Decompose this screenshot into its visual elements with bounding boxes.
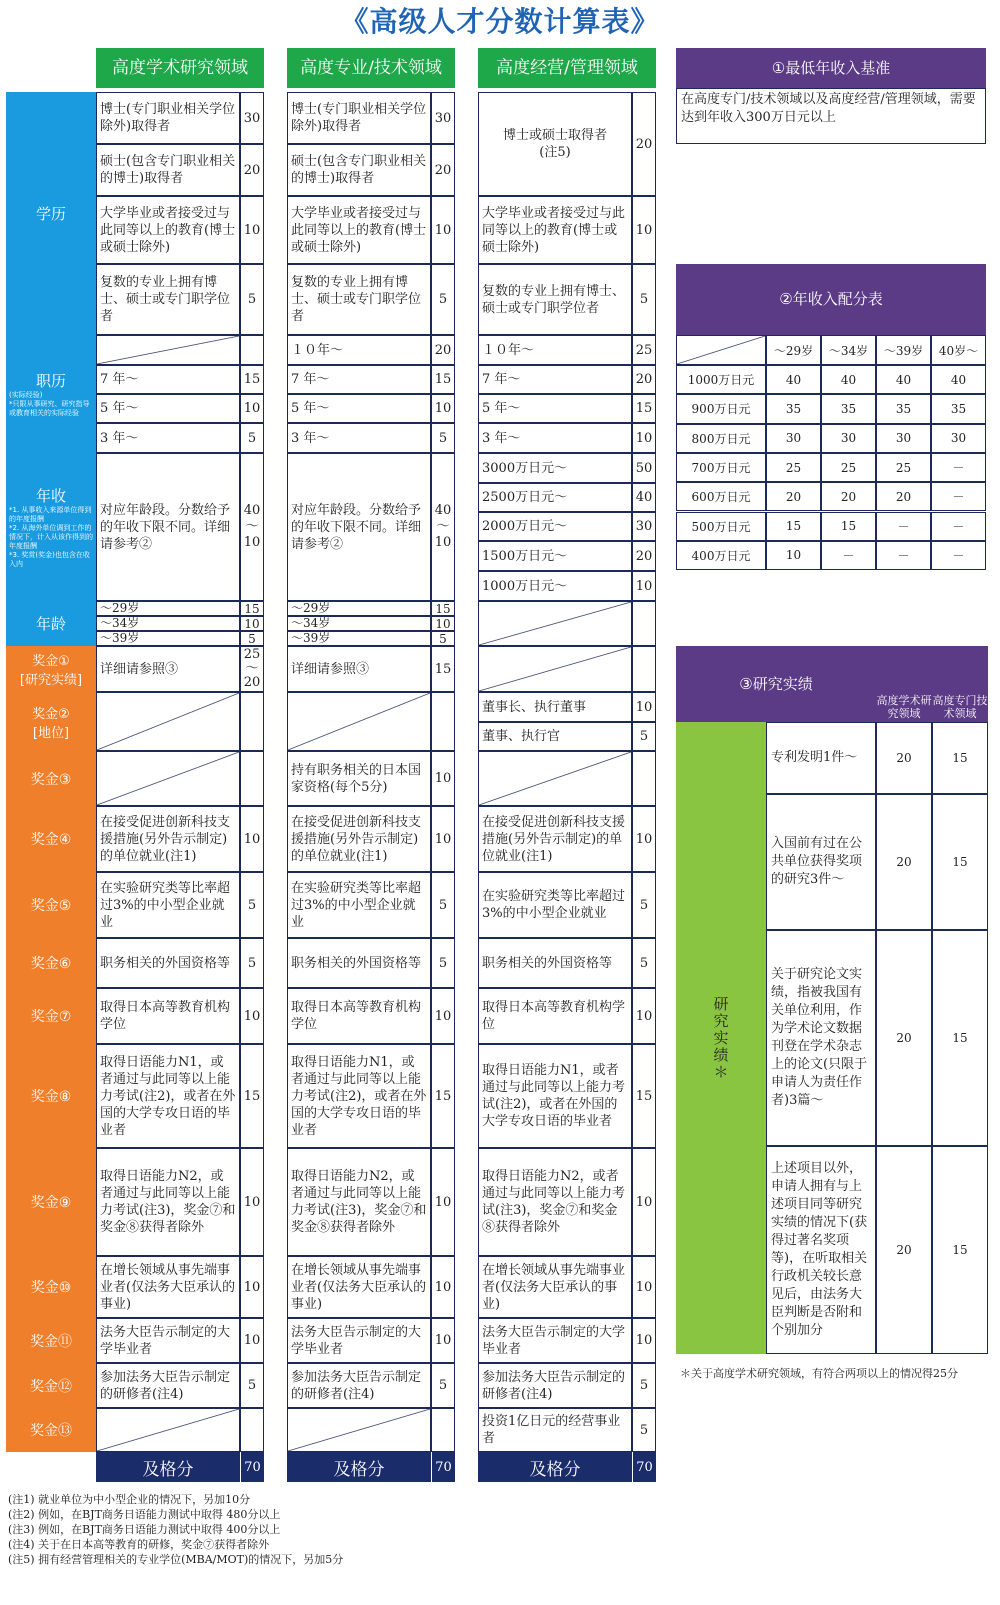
management-career-7-points: 20 <box>632 365 656 394</box>
note-4: (注4) 关于在日本高等教育的研修，奖金⑦获得者除外 <box>8 1538 270 1551</box>
professional-edu-2: 硕士(包含专门职业相关的博士)取得者 <box>287 144 431 196</box>
panel2-cell: 25 <box>876 453 931 482</box>
panel3-row-academic-points: 20 <box>876 930 932 1146</box>
academic-career-blank <box>96 335 240 365</box>
panel2-cell: － <box>931 512 986 541</box>
management-bonus-12-points: 5 <box>632 1363 656 1408</box>
professional-edu-3: 大学毕业或者接受过与此同等以上的教育(博士或硕士除外) <box>287 196 431 264</box>
management-bonus-8: 取得日语能力N1，或者通过与此同等以上能力考试(注2)，或者在外国的大学专攻日语的毕业者 <box>478 1044 632 1148</box>
panel2-row-label: 800万日元 <box>676 424 766 453</box>
professional-bonus-5-points: 5 <box>431 872 455 938</box>
professional-career-10: １０年～ <box>287 335 431 365</box>
panel3-header-professional: 高度专门技术领域 <box>932 694 988 720</box>
note-1: (注1) 就业单位为中小型企业的情况下，另加10分 <box>8 1493 251 1506</box>
professional-income: 对应年龄段。分数给予的年收下限不同。详细请参考② <box>287 453 431 601</box>
professional-edu-1: 博士(专门职业相关学位除外)取得者 <box>287 92 431 144</box>
panel2-row-label: 900万日元 <box>676 394 766 423</box>
academic-career-7: 7 年～ <box>96 365 240 394</box>
academic-career-7-points: 15 <box>240 365 264 394</box>
header-academic: 高度学术研究领域 <box>96 48 264 88</box>
academic-edu-1-points: 30 <box>240 92 264 144</box>
academic-bonus-7: 取得日本高等教育机构学位 <box>96 988 240 1044</box>
professional-bonus-13-blank-points <box>431 1408 455 1452</box>
academic-edu-3-points: 10 <box>240 196 264 264</box>
management-bonus-5-points: 5 <box>632 872 656 938</box>
panel2-cell: 40 <box>876 365 931 394</box>
panel2-cell: － <box>821 541 876 570</box>
professional-total: 及格分 <box>287 1452 431 1482</box>
professional-career-3: 3 年～ <box>287 423 431 453</box>
management-bonus-1-blank <box>478 646 632 692</box>
category-age: 年龄 <box>6 601 96 646</box>
category-education-label: 学历 <box>35 205 66 223</box>
academic-bonus-10-points: 10 <box>240 1256 264 1318</box>
management-career-7: 7 年～ <box>478 365 632 394</box>
academic-age-1: ～29岁 <box>96 601 240 616</box>
professional-age-1: ～29岁 <box>287 601 431 616</box>
professional-bonus-1: 详细请参照③ <box>287 646 431 692</box>
panel3-row-professional-points: 15 <box>932 1146 988 1354</box>
academic-career-5-points: 10 <box>240 394 264 423</box>
academic-bonus-1-points: 25 ～ 20 <box>240 646 264 692</box>
management-bonus-11-points: 10 <box>632 1318 656 1363</box>
category-bonus-2: 奖金② [地位] <box>6 692 96 751</box>
management-income-4: 1500万日元～ <box>478 541 632 571</box>
category-education <box>6 92 96 335</box>
academic-edu-2: 硕士(包含专门职业相关的博士)取得者 <box>96 144 240 196</box>
category-income <box>6 453 96 601</box>
professional-age-2-points: 10 <box>431 616 455 631</box>
category-bonus-10: 奖金⑩ <box>6 1256 96 1318</box>
academic-income: 对应年龄段。分数给予的年收下限不同。详细请参考② <box>96 453 240 601</box>
management-income-2-points: 40 <box>632 483 656 512</box>
professional-age-1-points: 15 <box>431 601 455 616</box>
academic-bonus-1: 详细请参照③ <box>96 646 240 692</box>
academic-bonus-13-blank-points <box>240 1408 264 1452</box>
management-age-blank <box>478 601 632 646</box>
professional-bonus-12: 参加法务大臣告示制定的研修者(注4) <box>287 1363 431 1408</box>
academic-bonus-5: 在实验研究类等比率超过3%的中小型企业就业 <box>96 872 240 938</box>
management-income-5: 1000万日元～ <box>478 571 632 601</box>
academic-edu-3: 大学毕业或者接受过与此同等以上的教育(博士或硕士除外) <box>96 196 240 264</box>
panel2-cell: 15 <box>821 512 876 541</box>
professional-bonus-13-blank <box>287 1408 431 1452</box>
management-bonus-4-points: 10 <box>632 806 656 872</box>
academic-age-2-points: 10 <box>240 616 264 631</box>
panel2-col-header: ～29岁 <box>766 335 821 365</box>
management-bonus-9-points: 10 <box>632 1148 656 1256</box>
academic-bonus-8-points: 15 <box>240 1044 264 1148</box>
management-career-10: １０年～ <box>478 335 632 365</box>
professional-bonus-6-points: 5 <box>431 938 455 988</box>
category-bonus-3: 奖金③ <box>6 751 96 806</box>
professional-bonus-4-points: 10 <box>431 806 455 872</box>
panel3-row-professional-points: 15 <box>932 794 988 930</box>
category-income-label: 年收 <box>35 487 66 505</box>
professional-bonus-5: 在实验研究类等比率超过3%的中小型企业就业 <box>287 872 431 938</box>
professional-bonus-7-points: 10 <box>431 988 455 1044</box>
management-income-3-points: 30 <box>632 512 656 541</box>
panel3-row-text: 入国前有过在公共单位获得奖项的研究3件～ <box>766 794 876 930</box>
professional-bonus-10-points: 10 <box>431 1256 455 1318</box>
academic-bonus-11: 法务大臣告示制定的大学毕业者 <box>96 1318 240 1363</box>
academic-bonus-3-blank <box>96 751 240 806</box>
professional-age-3: ～39岁 <box>287 631 431 646</box>
panel2-cell: 10 <box>766 541 821 570</box>
professional-bonus-2-blank <box>287 692 431 751</box>
management-edu-3: 大学毕业或者接受过与此同等以上的教育(博士或硕士除外) <box>478 196 632 264</box>
panel2-cell: － <box>931 541 986 570</box>
management-bonus-6: 职务相关的外国资格等 <box>478 938 632 988</box>
academic-edu-1: 博士(专门职业相关学位除外)取得者 <box>96 92 240 144</box>
management-total: 及格分 <box>478 1452 632 1482</box>
management-career-3: 3 年～ <box>478 423 632 453</box>
panel2-cell: 25 <box>766 453 821 482</box>
panel3-row-academic-points: 20 <box>876 1146 932 1354</box>
academic-income-points: 40 ～ 10 <box>240 453 264 601</box>
professional-edu-1-points: 30 <box>431 92 455 144</box>
management-bonus-1-blank-points <box>632 646 656 692</box>
academic-bonus-10: 在增长领域从事先端事业者(仅法务大臣承认的事业) <box>96 1256 240 1318</box>
category-bonus-9: 奖金⑨ <box>6 1148 96 1256</box>
management-income-5-points: 10 <box>632 571 656 601</box>
panel2-row-label: 600万日元 <box>676 482 766 511</box>
note-3: (注3) 例如，在BJT商务日语能力测试中取得 400分以上 <box>8 1523 281 1536</box>
professional-bonus-2-blank-points <box>431 692 455 751</box>
panel3-side-band <box>676 722 766 1354</box>
academic-bonus-6-points: 5 <box>240 938 264 988</box>
panel2-cell: － <box>876 541 931 570</box>
management-career-5-points: 15 <box>632 394 656 423</box>
header-management: 高度经营/管理领域 <box>478 48 656 88</box>
management-bonus-10: 在增长领域从事先端事业者(仅法务大臣承认的事业) <box>478 1256 632 1318</box>
academic-edu-2-points: 20 <box>240 144 264 196</box>
panel2-row-label: 500万日元 <box>676 512 766 541</box>
panel2-cell: 30 <box>876 424 931 453</box>
panel3-row-academic-points: 20 <box>876 722 932 794</box>
professional-edu-3-points: 10 <box>431 196 455 264</box>
management-bonus-7-points: 10 <box>632 988 656 1044</box>
panel2-cell: － <box>931 482 986 511</box>
panel2-row-label: 400万日元 <box>676 541 766 570</box>
panel2-cell: 30 <box>766 424 821 453</box>
professional-career-5: 5 年～ <box>287 394 431 423</box>
management-bonus-5: 在实验研究类等比率超过3%的中小型企业就业 <box>478 872 632 938</box>
note-2: (注2) 例如，在BJT商务日语能力测试中取得 480分以上 <box>8 1508 281 1521</box>
panel2-corner <box>676 335 766 365</box>
professional-career-3-points: 5 <box>431 423 455 453</box>
academic-bonus-2-blank <box>96 692 240 751</box>
management-career-5: 5 年～ <box>478 394 632 423</box>
panel2-row-label: 1000万日元 <box>676 365 766 394</box>
professional-bonus-3: 持有职务相关的日本国家资格(每个5分) <box>287 751 431 806</box>
category-bonus-13: 奖金⑬ <box>6 1408 96 1452</box>
professional-age-3-points: 5 <box>431 631 455 646</box>
academic-bonus-11-points: 10 <box>240 1318 264 1363</box>
page-title: 《高级人才分数计算表》 <box>340 5 660 38</box>
panel3-header-professional-cell <box>932 646 988 722</box>
management-bonus-9: 取得日语能力N2，或者通过与此同等以上能力考试(注3)，奖金⑦和奖金⑧获得者除外 <box>478 1148 632 1256</box>
management-career-3-points: 10 <box>632 423 656 453</box>
academic-age-2: ～34岁 <box>96 616 240 631</box>
panel3-row-academic-points: 20 <box>876 794 932 930</box>
management-career-10-points: 25 <box>632 335 656 365</box>
professional-career-7: 7 年～ <box>287 365 431 394</box>
panel3-row-text: 关于研究论文实绩，指被我国有关单位利用，作为学术论文数据刊登在学术杂志上的论文(只限于申请人为责任作者)3篇～ <box>766 930 876 1146</box>
management-age-blank-points <box>632 601 656 646</box>
panel1-text: 在高度专门/技术领域以及高度经营/管理领域，需要达到年收入300万日元以上 <box>676 88 986 144</box>
academic-career-3: 3 年～ <box>96 423 240 453</box>
management-bonus-3-blank-points <box>632 751 656 806</box>
academic-bonus-8: 取得日语能力N1，或者通过与此同等以上能力考试(注2)，或者在外国的大学专攻日语的毕业者 <box>96 1044 240 1148</box>
professional-bonus-7: 取得日本高等教育机构学位 <box>287 988 431 1044</box>
professional-income-points: 40 ～ 10 <box>431 453 455 601</box>
management-bonus-3-blank <box>478 751 632 806</box>
academic-age-1-points: 15 <box>240 601 264 616</box>
panel2-cell: 40 <box>821 365 876 394</box>
panel3-row-text: 专利发明1件～ <box>766 722 876 794</box>
management-edu-3-points: 10 <box>632 196 656 264</box>
academic-bonus-2-blank-points <box>240 692 264 751</box>
panel3-title: ③研究实绩 <box>676 646 876 722</box>
academic-bonus-12: 参加法务大臣告示制定的研修者(注4) <box>96 1363 240 1408</box>
management-edu-4-points: 5 <box>632 264 656 335</box>
professional-bonus-9: 取得日语能力N2，或者通过与此同等以上能力考试(注3)，奖金⑦和奖金⑧获得者除外 <box>287 1148 431 1256</box>
category-bonus-1: 奖金① [研究实绩] <box>6 646 96 692</box>
professional-total-points: 70 <box>431 1452 455 1482</box>
academic-edu-4-points: 5 <box>240 264 264 335</box>
management-income-3: 2000万日元～ <box>478 512 632 541</box>
category-income-note: *1. 从事收入来源单位得到的年度报酬 *2. 从海外单位调到工作的情况下，计入从该作得到的年度报酬 *3. 奖赏(奖金)也包含在收入内 <box>9 506 93 568</box>
panel3-footnote: ＊关于高度学术研究领域，有符合两项以上的情况得25分 <box>680 1367 958 1380</box>
panel3-side-label: 研究实绩＊ <box>711 995 730 1081</box>
category-bonus-6: 奖金⑥ <box>6 938 96 988</box>
panel2-cell: － <box>876 512 931 541</box>
professional-bonus-6: 职务相关的外国资格等 <box>287 938 431 988</box>
panel2-cell: － <box>931 453 986 482</box>
management-edu-12: 博士或硕士取得者 (注5) <box>478 92 632 196</box>
academic-age-3-points: 5 <box>240 631 264 646</box>
panel2-cell: 20 <box>766 482 821 511</box>
panel3-header-academic-cell <box>876 646 932 722</box>
panel2-cell: 20 <box>821 482 876 511</box>
academic-bonus-3-blank-points <box>240 751 264 806</box>
management-bonus-7: 取得日本高等教育机构学位 <box>478 988 632 1044</box>
management-bonus-2b: 董事、执行官 <box>478 722 632 751</box>
professional-career-10-points: 20 <box>431 335 455 365</box>
category-bonus-11: 奖金⑪ <box>6 1318 96 1363</box>
academic-bonus-4-points: 10 <box>240 806 264 872</box>
academic-bonus-6: 职务相关的外国资格等 <box>96 938 240 988</box>
panel2-cell: 35 <box>766 394 821 423</box>
panel3-header-academic: 高度学术研究领域 <box>876 694 932 720</box>
professional-edu-4: 复数的专业上拥有博士、硕士或专门职学位者 <box>287 264 431 335</box>
management-bonus-13-points: 5 <box>632 1408 656 1452</box>
academic-bonus-9-points: 10 <box>240 1148 264 1256</box>
category-bonus-5: 奖金⑤ <box>6 872 96 938</box>
panel2-col-header: 40岁～ <box>931 335 986 365</box>
professional-bonus-12-points: 5 <box>431 1363 455 1408</box>
management-bonus-2a-points: 10 <box>632 692 656 722</box>
professional-bonus-8-points: 15 <box>431 1044 455 1148</box>
management-bonus-11: 法务大臣告示制定的大学毕业者 <box>478 1318 632 1363</box>
panel2-cell: 40 <box>931 365 986 394</box>
academic-bonus-13-blank <box>96 1408 240 1452</box>
academic-bonus-7-points: 10 <box>240 988 264 1044</box>
professional-edu-2-points: 20 <box>431 144 455 196</box>
panel2-col-header: ～39岁 <box>876 335 931 365</box>
professional-career-5-points: 10 <box>431 394 455 423</box>
panel2-col-header: ～34岁 <box>821 335 876 365</box>
academic-bonus-12-points: 5 <box>240 1363 264 1408</box>
header-professional: 高度专业/技术领域 <box>287 48 455 88</box>
academic-career-3-points: 5 <box>240 423 264 453</box>
panel3-row-professional-points: 15 <box>932 722 988 794</box>
notes-block <box>8 1492 688 1567</box>
category-bonus-12: 奖金⑫ <box>6 1363 96 1408</box>
category-career-note: (实际经验) *只限从事研究、研究指导或教育相关的实际经验 <box>9 391 90 417</box>
professional-bonus-9-points: 10 <box>431 1148 455 1256</box>
academic-total-points: 70 <box>240 1452 264 1482</box>
panel3-row-text: 上述项目以外，申请人拥有与上述项目同等研究实绩的情况下(获得过著名奖项等)，在听取相关行政机关较长意见后，由法务大臣判断是否附和个别加分 <box>766 1146 876 1354</box>
panel2-row-label: 700万日元 <box>676 453 766 482</box>
management-bonus-8-points: 15 <box>632 1044 656 1148</box>
category-bonus-7: 奖金⑦ <box>6 988 96 1044</box>
academic-age-3: ～39岁 <box>96 631 240 646</box>
panel2-cell: 30 <box>931 424 986 453</box>
management-income-1-points: 50 <box>632 453 656 483</box>
category-bonus-4: 奖金④ <box>6 806 96 872</box>
panel3-row-professional-points: 15 <box>932 930 988 1146</box>
panel2-cell: 25 <box>821 453 876 482</box>
panel2-cell: 35 <box>821 394 876 423</box>
management-edu-4: 复数的专业上拥有博士、硕士或专门职学位者 <box>478 264 632 335</box>
management-bonus-12: 参加法务大臣告示制定的研修者(注4) <box>478 1363 632 1408</box>
panel2-cell: 40 <box>766 365 821 394</box>
management-bonus-4: 在接受促进创新科技支援措施(另外告示制定)的单位就业(注1) <box>478 806 632 872</box>
professional-career-7-points: 15 <box>431 365 455 394</box>
panel2-title: ②年收入配分表 <box>676 264 986 335</box>
academic-bonus-5-points: 5 <box>240 872 264 938</box>
management-total-points: 70 <box>632 1452 656 1482</box>
professional-bonus-1-points: 15 <box>431 646 455 692</box>
professional-edu-4-points: 5 <box>431 264 455 335</box>
panel2-cell: 35 <box>876 394 931 423</box>
category-career-label: 职历 <box>35 372 66 390</box>
panel2-cell: 35 <box>931 394 986 423</box>
management-bonus-13: 投资1亿日元的经营事业者 <box>478 1408 632 1452</box>
academic-bonus-4: 在接受促进创新科技支援措施(另外告示制定)的单位就业(注1) <box>96 806 240 872</box>
panel2-cell: 15 <box>766 512 821 541</box>
management-bonus-6-points: 5 <box>632 938 656 988</box>
category-bonus-8: 奖金⑧ <box>6 1044 96 1148</box>
panel1-title: ①最低年收入基准 <box>676 48 986 88</box>
academic-total: 及格分 <box>96 1452 240 1482</box>
professional-bonus-8: 取得日语能力N1，或者通过与此同等以上能力考试(注2)，或者在外国的大学专攻日语的毕业者 <box>287 1044 431 1148</box>
professional-bonus-10: 在增长领域从事先端事业者(仅法务大臣承认的事业) <box>287 1256 431 1318</box>
management-edu-12-points: 20 <box>632 92 656 196</box>
management-bonus-10-points: 10 <box>632 1256 656 1318</box>
professional-bonus-3-points: 10 <box>431 751 455 806</box>
professional-age-2: ～34岁 <box>287 616 431 631</box>
management-income-1: 3000万日元～ <box>478 453 632 483</box>
panel2-cell: 20 <box>876 482 931 511</box>
management-bonus-2b-points: 5 <box>632 722 656 751</box>
panel2-cell: 30 <box>821 424 876 453</box>
category-career <box>6 335 96 453</box>
management-bonus-2a: 董事长、执行董事 <box>478 692 632 722</box>
academic-bonus-9: 取得日语能力N2，或者通过与此同等以上能力考试(注3)，奖金⑦和奖金⑧获得者除外 <box>96 1148 240 1256</box>
professional-bonus-4: 在接受促进创新科技支援措施(另外告示制定)的单位就业(注1) <box>287 806 431 872</box>
academic-career-blank-points <box>240 335 264 365</box>
professional-bonus-11-points: 10 <box>431 1318 455 1363</box>
management-income-2: 2500万日元～ <box>478 483 632 512</box>
professional-bonus-11: 法务大臣告示制定的大学毕业者 <box>287 1318 431 1363</box>
management-income-4-points: 20 <box>632 541 656 571</box>
note-5: (注5) 拥有经营管理相关的专业学位(MBA/MOT)的情况下，另加5分 <box>8 1553 344 1566</box>
academic-edu-4: 复数的专业上拥有博士、硕士或专门职学位者 <box>96 264 240 335</box>
academic-career-5: 5 年～ <box>96 394 240 423</box>
